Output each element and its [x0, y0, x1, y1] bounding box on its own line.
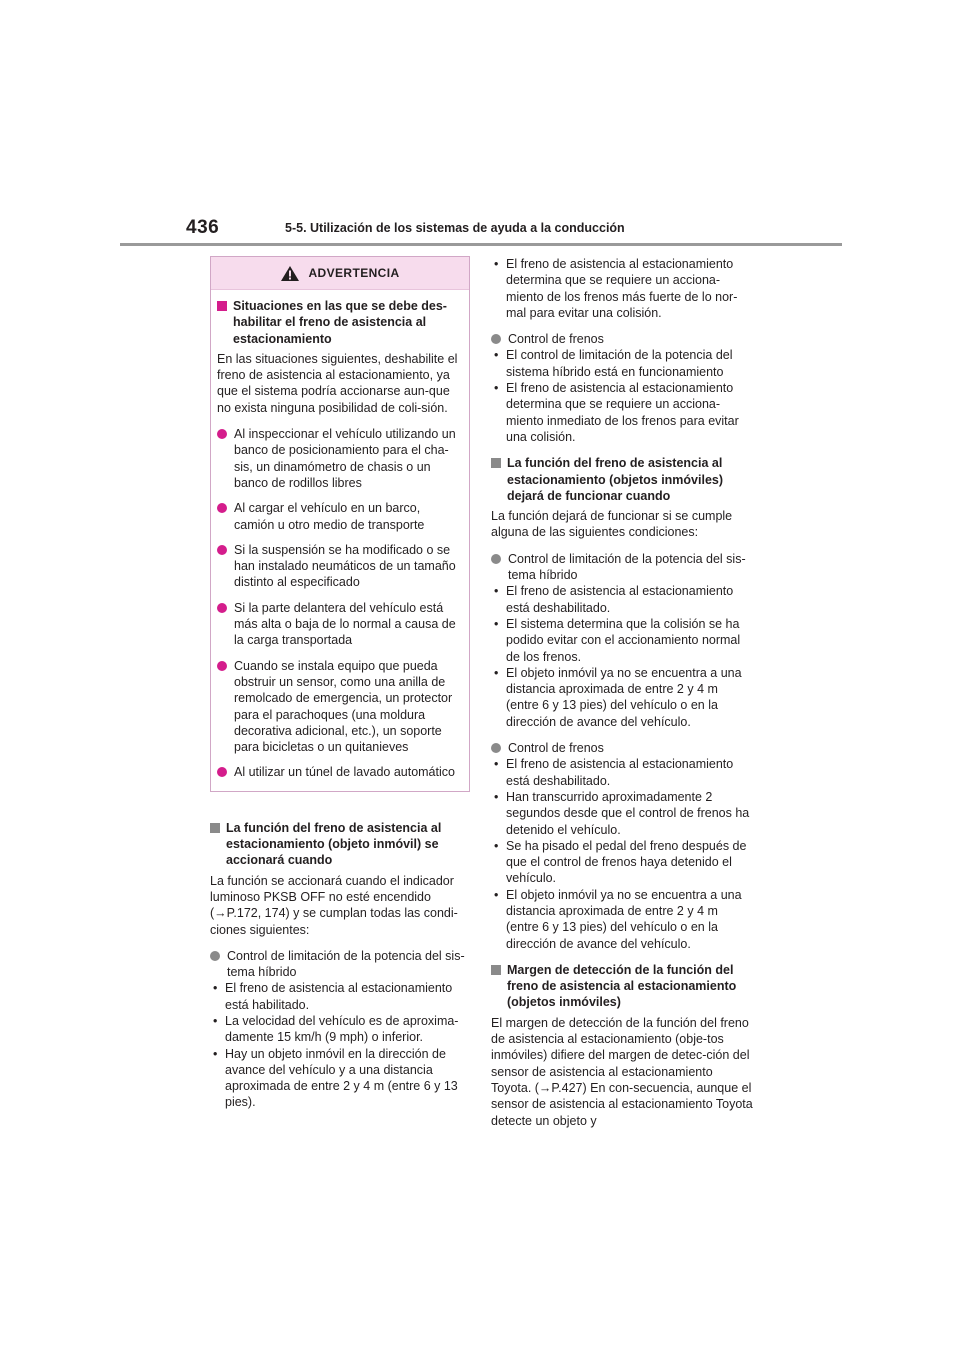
stop-group1-title: Control de limitación de la potencia del sis-tema híbrido [491, 551, 753, 584]
stop-section-title: La función del freno de asistencia al estacionamiento (objetos inmóviles) dejará de funcionar cuando [491, 455, 753, 504]
square-bullet-icon [491, 458, 501, 468]
list-item: • El objeto inmóvil ya no se encuentra a una distancia aproximada de entre 2 y 4 m (entre 6 y 13 pies) del vehículo o en la dirección de avance del vehículo. [491, 887, 753, 952]
circle-bullet-icon [217, 503, 227, 513]
margin-text: El margen de detección de la función del freno de asistencia al estacionamiento (obje-tos inmóviles) difiere del margen de detec-ción del sensor de asistencia al estacionamiento Toyota. (→P.427) En con-secuencia, aunque el sensor de asistencia al estacionamiento Toyota detecte un objeto y [491, 1015, 753, 1128]
right-column [491, 256, 753, 1139]
list-item: • El objeto inmóvil ya no se encuentra a una distancia aproximada de entre 2 y 4 m (entre 6 y 13 pies) del vehículo o en la dirección de avance del vehículo. [491, 665, 753, 730]
circle-bullet-icon [491, 554, 501, 564]
circle-bullet-icon [210, 951, 220, 961]
square-bullet-icon [210, 823, 220, 833]
circle-bullet-icon [491, 743, 501, 753]
warning-header [211, 257, 469, 290]
list-item: • El sistema determina que la colisión se ha podido evitar con el accionamiento normal de los frenos. [491, 616, 753, 665]
warning-item: Al utilizar un túnel de lavado automático [217, 764, 463, 780]
list-item: • El freno de asistencia al estacionamiento determina que se requiere un acciona-miento de los frenos más fuerte de lo nor-mal para evitar una colisión. [491, 256, 753, 321]
list-item: • El freno de asistencia al estacionamiento está deshabilitado. [491, 756, 753, 789]
square-bullet-icon [491, 965, 501, 975]
continuation-list [491, 256, 753, 321]
stop-group1-list [491, 583, 753, 730]
list-item: • Hay un objeto inmóvil en la dirección de avance del vehículo y a una distancia aproximada de entre 2 y 4 m (entre 6 y 13 pies). [210, 1046, 470, 1111]
page-number: 436 [186, 217, 220, 238]
chapter-title: 5-5. Utilización de los sistemas de ayuda a la conducción [285, 221, 625, 235]
warning-title: ADVERTENCIA [308, 265, 400, 280]
warning-item: Si la suspensión se ha modificado o se han instalado neumáticos de un tamaño distinto al especificado [217, 542, 463, 591]
list-item: • Han transcurrido aproximadamente 2 segundos desde que el control de frenos ha detenido el vehículo. [491, 789, 753, 838]
stop-group2-list [491, 756, 753, 952]
circle-bullet-icon [217, 767, 227, 777]
circle-bullet-icon [217, 429, 227, 439]
circle-bullet-icon [491, 334, 501, 344]
activation-section-title: La función del freno de asistencia al estacionamiento (objeto inmóvil) se accionará cuando [210, 820, 470, 869]
activation-intro: La función se accionará cuando el indicador luminoso PKSB OFF no esté encendido (→P.172, 174) y se cumplan todas las condi-ciones siguientes: [210, 873, 458, 937]
stop-group2-title: Control de frenos [491, 740, 753, 756]
warning-section-title: Situaciones en las que se debe des-habilitar el freno de asistencia al estacionamiento [217, 298, 463, 347]
brake-group-title: Control de frenos [491, 331, 753, 347]
activation-group-title: Control de limitación de la potencia del sis-tema híbrido [210, 948, 470, 981]
list-item: • El control de limitación de la potencia del sistema híbrido está en funcionamiento [491, 347, 753, 380]
stop-intro: La función dejará de funcionar si se cumple alguna de las siguientes condiciones: [491, 509, 733, 540]
list-item: • Se ha pisado el pedal del freno después de que el control de frenos haya detenido el vehículo. [491, 838, 753, 887]
warning-item: Al cargar el vehículo en un barco, camión u otro medio de transporte [217, 500, 463, 533]
warning-body [211, 290, 469, 791]
warning-item: Al inspeccionar el vehículo utilizando un banco de posicionamiento para el cha-sis, un dinamómetro de chasis o un banco de rodillos libres [217, 426, 463, 491]
warning-triangle-icon [280, 265, 300, 282]
list-item: • El freno de asistencia al estacionamiento determina que se requiere un acciona-miento inmediato de los frenos para evitar una colisión. [491, 380, 753, 445]
activation-conditions [210, 980, 470, 1110]
square-bullet-icon [217, 301, 227, 311]
circle-bullet-icon [217, 661, 227, 671]
list-item: • El freno de asistencia al estacionamiento está deshabilitado. [491, 583, 753, 616]
circle-bullet-icon [217, 603, 227, 613]
header-divider [120, 243, 842, 246]
warning-box [210, 256, 470, 792]
warning-intro: En las situaciones siguientes, deshabilite el freno de asistencia al estacionamiento, ya que el sistema podría accionarse aun-que no exista ninguna posibilidad de coli-sión. [217, 351, 458, 415]
margin-section-title: Margen de detección de la función del freno de asistencia al estacionamiento (objetos inmóviles) [491, 962, 753, 1011]
warning-item: Si la parte delantera del vehículo está más alta o baja de lo normal a causa de la carga transportada [217, 600, 463, 649]
list-item: • El freno de asistencia al estacionamiento está habilitado. [210, 980, 470, 1013]
list-item: • La velocidad del vehículo es de aproxima-damente 15 km/h (9 mph) o inferior. [210, 1013, 470, 1046]
brake-group-list [491, 347, 753, 445]
left-column [210, 256, 470, 1111]
warning-item: Cuando se instala equipo que pueda obstruir un sensor, como una anilla de remolcado de emergencia, un protector para el parachoques (una moldura decorativa adicional, etc.), un soporte para bicicletas o un quitanieves [217, 658, 463, 756]
circle-bullet-icon [217, 545, 227, 555]
